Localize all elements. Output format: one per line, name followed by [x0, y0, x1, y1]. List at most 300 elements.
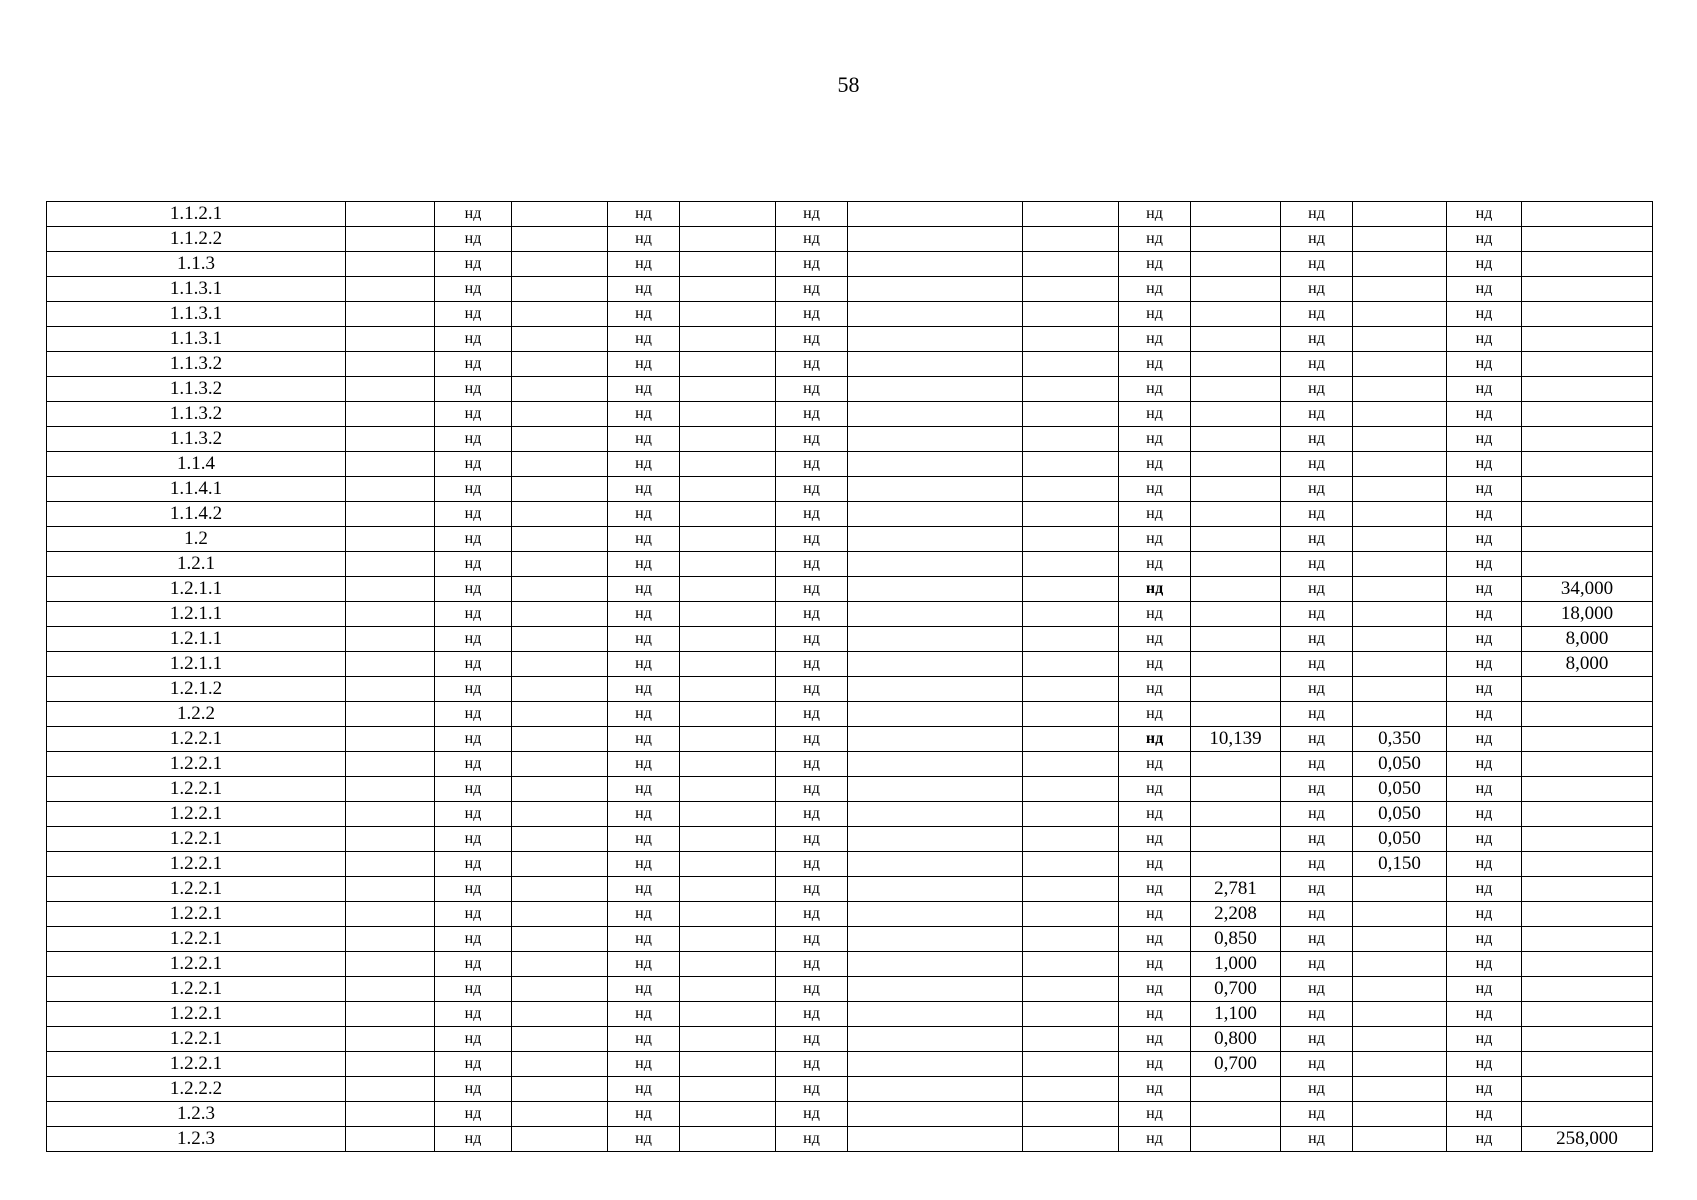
- table-cell: [1023, 252, 1119, 277]
- table-cell: [512, 377, 608, 402]
- table-cell: [1023, 527, 1119, 552]
- table-cell: [512, 227, 608, 252]
- table-row: [47, 552, 1653, 577]
- table-cell: нд: [1447, 652, 1522, 677]
- table-cell: [346, 952, 435, 977]
- table-cell: нд: [435, 827, 512, 852]
- table-cell: нд: [776, 1102, 848, 1127]
- table-cell: нд: [435, 802, 512, 827]
- table-cell: [346, 1002, 435, 1027]
- row-code-cell: 1.2.2: [47, 702, 346, 727]
- table-cell: нд: [1119, 952, 1191, 977]
- table-cell: нд: [608, 327, 680, 352]
- table-cell: [1522, 477, 1653, 502]
- table-row: [47, 327, 1653, 352]
- table-cell: нд: [1119, 852, 1191, 877]
- table-cell: [680, 1077, 776, 1102]
- table-cell: нд: [608, 777, 680, 802]
- table-cell: нд: [435, 427, 512, 452]
- table-row: [47, 377, 1653, 402]
- table-cell: [848, 777, 1023, 802]
- table-cell: [1353, 627, 1447, 652]
- table-cell: [1023, 602, 1119, 627]
- table-row: [47, 477, 1653, 502]
- table-cell: [1191, 452, 1281, 477]
- table-cell: нд: [435, 677, 512, 702]
- table-cell: [1191, 1077, 1281, 1102]
- table-cell: [1353, 902, 1447, 927]
- table-cell: нд: [776, 1027, 848, 1052]
- table-cell: [848, 952, 1023, 977]
- table-cell: [1522, 702, 1653, 727]
- table-cell: [512, 827, 608, 852]
- table-cell: [512, 402, 608, 427]
- table-cell: [1023, 427, 1119, 452]
- table-cell: нд: [435, 477, 512, 502]
- row-code-cell: 1.2.3: [47, 1127, 346, 1152]
- table-cell: [848, 1002, 1023, 1027]
- table-cell: [680, 552, 776, 577]
- table-cell: [1522, 927, 1653, 952]
- table-cell: [1191, 352, 1281, 377]
- table-cell: нд: [435, 552, 512, 577]
- table-cell: [848, 552, 1023, 577]
- table-cell: [512, 852, 608, 877]
- table-row: [47, 727, 1653, 752]
- table-cell: [848, 652, 1023, 677]
- table-cell: нд: [608, 377, 680, 402]
- table-cell: нд: [1447, 452, 1522, 477]
- table-cell: [346, 777, 435, 802]
- table-cell: нд: [776, 902, 848, 927]
- table-cell: нд: [1281, 352, 1353, 377]
- row-code-cell: 1.2.2.1: [47, 802, 346, 827]
- table-cell: [512, 952, 608, 977]
- table-cell: нд: [435, 1002, 512, 1027]
- table-cell: [1353, 277, 1447, 302]
- table-cell: [1522, 227, 1653, 252]
- table-cell: [346, 877, 435, 902]
- table-cell: нд: [1447, 777, 1522, 802]
- table-cell: [512, 327, 608, 352]
- table-cell: нд: [1119, 877, 1191, 902]
- table-cell: нд: [776, 1002, 848, 1027]
- table-cell: нд: [1119, 627, 1191, 652]
- row-code-cell: 1.2.2.1: [47, 1052, 346, 1077]
- row-code-cell: 1.1.3.1: [47, 327, 346, 352]
- table-cell: [512, 1027, 608, 1052]
- table-cell: [680, 302, 776, 327]
- table-cell: нд: [1281, 602, 1353, 627]
- table-cell: нд: [608, 602, 680, 627]
- table-cell: нд: [1447, 302, 1522, 327]
- table-cell: нд: [608, 1052, 680, 1077]
- row-code-cell: 1.2.2.1: [47, 752, 346, 777]
- table-cell: [1191, 402, 1281, 427]
- table-cell: нд: [608, 277, 680, 302]
- table-cell: нд: [776, 352, 848, 377]
- table-row: [47, 252, 1653, 277]
- table-cell: [848, 627, 1023, 652]
- table-cell: нд: [1281, 752, 1353, 777]
- table-cell: нд: [1119, 502, 1191, 527]
- table-cell: [512, 1102, 608, 1127]
- table-cell: [848, 577, 1023, 602]
- table-cell: [1353, 602, 1447, 627]
- table-cell: 0,050: [1353, 752, 1447, 777]
- table-cell: нд: [1447, 727, 1522, 752]
- data-table: [46, 201, 1653, 1152]
- table-cell: нд: [1119, 802, 1191, 827]
- table-cell: нд: [1447, 1027, 1522, 1052]
- table-cell: нд: [776, 552, 848, 577]
- table-cell: [1023, 852, 1119, 877]
- row-code-cell: 1.2: [47, 527, 346, 552]
- table-cell: [512, 677, 608, 702]
- table-cell: [512, 652, 608, 677]
- table-cell: [1353, 227, 1447, 252]
- table-cell: [1023, 1027, 1119, 1052]
- table-row: [47, 352, 1653, 377]
- table-cell: нд: [1119, 1052, 1191, 1077]
- table-cell: [680, 677, 776, 702]
- table-row: [47, 952, 1653, 977]
- table-cell: нд: [608, 627, 680, 652]
- table-cell: 8,000: [1522, 627, 1653, 652]
- table-cell: нд: [776, 527, 848, 552]
- table-cell: [346, 702, 435, 727]
- table-cell: [346, 727, 435, 752]
- table-cell: нд: [608, 452, 680, 477]
- table-cell: [1522, 1102, 1653, 1127]
- table-cell: [346, 377, 435, 402]
- table-cell: 2,781: [1191, 877, 1281, 902]
- table-cell: [1023, 802, 1119, 827]
- table-cell: нд: [435, 377, 512, 402]
- table-cell: [1353, 477, 1447, 502]
- table-cell: [346, 327, 435, 352]
- table-cell: [680, 252, 776, 277]
- table-cell: [1353, 527, 1447, 552]
- table-cell: [1353, 927, 1447, 952]
- table-cell: нд: [776, 252, 848, 277]
- table-cell: [1191, 477, 1281, 502]
- table-cell: [346, 1077, 435, 1102]
- table-cell: [1023, 877, 1119, 902]
- table-cell: [848, 202, 1023, 227]
- table-cell: [1191, 1102, 1281, 1127]
- table-cell: [1191, 577, 1281, 602]
- table-cell: [680, 502, 776, 527]
- table-cell: нд: [435, 852, 512, 877]
- table-cell: 18,000: [1522, 602, 1653, 627]
- table-cell: нд: [1447, 802, 1522, 827]
- table-cell: [1522, 877, 1653, 902]
- table-cell: [1023, 727, 1119, 752]
- table-cell: нд: [608, 527, 680, 552]
- table-cell: [1023, 452, 1119, 477]
- table-cell: [680, 202, 776, 227]
- table-cell: [1353, 977, 1447, 1002]
- table-cell: [346, 552, 435, 577]
- table-cell: нд: [1281, 302, 1353, 327]
- table-row: [47, 502, 1653, 527]
- table-cell: нд: [776, 577, 848, 602]
- table-row: [47, 827, 1653, 852]
- table-cell: [1023, 952, 1119, 977]
- table-cell: нд: [1447, 902, 1522, 927]
- table-cell: [1522, 352, 1653, 377]
- table-cell: [848, 752, 1023, 777]
- table-row: [47, 1127, 1653, 1152]
- table-cell: [346, 902, 435, 927]
- table-cell: [512, 552, 608, 577]
- table-cell: нд: [608, 402, 680, 427]
- table-cell: [1023, 752, 1119, 777]
- table-cell: [346, 677, 435, 702]
- table-cell: нд: [1119, 777, 1191, 802]
- table-cell: [848, 902, 1023, 927]
- table-cell: [848, 1027, 1023, 1052]
- table-cell: [1023, 1052, 1119, 1077]
- table-cell: [1191, 427, 1281, 452]
- table-cell: нд: [608, 827, 680, 852]
- table-cell: нд: [608, 202, 680, 227]
- table-cell: [1353, 427, 1447, 452]
- table-cell: [1522, 727, 1653, 752]
- table-cell: [512, 1127, 608, 1152]
- table-cell: нд: [1281, 652, 1353, 677]
- table-cell: [848, 502, 1023, 527]
- table-cell: нд: [435, 927, 512, 952]
- table-cell: [512, 627, 608, 652]
- table-cell: [848, 677, 1023, 702]
- table-cell: [512, 302, 608, 327]
- table-cell: нд: [1119, 652, 1191, 677]
- table-cell: [680, 352, 776, 377]
- table-cell: нд: [776, 1127, 848, 1152]
- table-cell: [1191, 752, 1281, 777]
- table-cell: [1353, 502, 1447, 527]
- table-cell: 0,050: [1353, 802, 1447, 827]
- table-cell: [346, 252, 435, 277]
- table-cell: нд: [1281, 1102, 1353, 1127]
- table-cell: нд: [776, 677, 848, 702]
- table-cell: нд: [1281, 402, 1353, 427]
- table-cell: [680, 227, 776, 252]
- table-row: [47, 302, 1653, 327]
- row-code-cell: 1.2.1: [47, 552, 346, 577]
- table-cell: [1353, 452, 1447, 477]
- table-cell: [848, 927, 1023, 952]
- row-code-cell: 1.1.4.2: [47, 502, 346, 527]
- table-cell: 0,050: [1353, 777, 1447, 802]
- table-cell: [848, 402, 1023, 427]
- table-cell: [512, 802, 608, 827]
- table-cell: нд: [1281, 577, 1353, 602]
- table-cell: [680, 627, 776, 652]
- table-cell: нд: [1447, 752, 1522, 777]
- table-cell: нд: [435, 527, 512, 552]
- table-cell: нд: [1119, 727, 1191, 752]
- table-cell: нд: [1119, 327, 1191, 352]
- table-cell: нд: [1447, 202, 1522, 227]
- table-cell: [1191, 602, 1281, 627]
- table-cell: нд: [608, 577, 680, 602]
- table-cell: [1191, 827, 1281, 852]
- table-cell: [1522, 952, 1653, 977]
- row-code-cell: 1.2.2.1: [47, 977, 346, 1002]
- table-cell: 0,700: [1191, 977, 1281, 1002]
- table-cell: [680, 477, 776, 502]
- table-cell: [848, 352, 1023, 377]
- row-code-cell: 1.2.2.1: [47, 902, 346, 927]
- table-cell: нд: [1447, 477, 1522, 502]
- table-cell: нд: [1281, 977, 1353, 1002]
- table-cell: [1023, 377, 1119, 402]
- table-row: [47, 852, 1653, 877]
- table-row: [47, 1077, 1653, 1102]
- table-cell: нд: [1281, 452, 1353, 477]
- table-cell: нд: [1447, 702, 1522, 727]
- table-cell: [1191, 227, 1281, 252]
- table-cell: нд: [1119, 1102, 1191, 1127]
- table-cell: [1353, 1077, 1447, 1102]
- table-cell: [1191, 777, 1281, 802]
- table-cell: нд: [1281, 852, 1353, 877]
- table-cell: нд: [1447, 277, 1522, 302]
- table-row: [47, 702, 1653, 727]
- table-cell: нд: [1119, 402, 1191, 427]
- table-cell: нд: [1447, 327, 1522, 352]
- table-cell: нд: [1281, 802, 1353, 827]
- table-cell: нд: [776, 1077, 848, 1102]
- table-cell: нд: [435, 277, 512, 302]
- table-cell: нд: [1281, 527, 1353, 552]
- table-cell: нд: [608, 552, 680, 577]
- table-cell: [848, 877, 1023, 902]
- table-cell: 258,000: [1522, 1127, 1653, 1152]
- table-cell: [1191, 252, 1281, 277]
- table-cell: нд: [608, 952, 680, 977]
- table-cell: нд: [1119, 827, 1191, 852]
- table-cell: [1023, 1077, 1119, 1102]
- table-cell: [848, 702, 1023, 727]
- table-cell: нд: [608, 1102, 680, 1127]
- table-cell: [1191, 327, 1281, 352]
- table-cell: нд: [435, 327, 512, 352]
- table-cell: нд: [608, 877, 680, 902]
- table-cell: [346, 527, 435, 552]
- page-number: 58: [837, 72, 860, 97]
- table-cell: [346, 402, 435, 427]
- table-row: [47, 577, 1653, 602]
- row-code-cell: 1.2.1.1: [47, 602, 346, 627]
- table-cell: нд: [776, 452, 848, 477]
- table-cell: [848, 277, 1023, 302]
- table-cell: нд: [608, 802, 680, 827]
- table-cell: [1353, 202, 1447, 227]
- table-cell: [1353, 377, 1447, 402]
- table-cell: [1353, 302, 1447, 327]
- table-cell: нд: [1119, 902, 1191, 927]
- table-cell: нд: [1281, 1002, 1353, 1027]
- table-cell: [680, 1102, 776, 1127]
- table-cell: нд: [1447, 827, 1522, 852]
- table-cell: 0,350: [1353, 727, 1447, 752]
- table-cell: нд: [1119, 1077, 1191, 1102]
- table-cell: [512, 977, 608, 1002]
- table-cell: нд: [608, 902, 680, 927]
- table-cell: [1191, 652, 1281, 677]
- table-cell: нд: [435, 202, 512, 227]
- row-code-cell: 1.1.3.1: [47, 277, 346, 302]
- table-cell: [680, 402, 776, 427]
- table-cell: нд: [776, 227, 848, 252]
- table-cell: нд: [1281, 427, 1353, 452]
- table-cell: [346, 477, 435, 502]
- table-cell: нд: [608, 1077, 680, 1102]
- table-cell: нд: [435, 302, 512, 327]
- table-cell: нд: [776, 327, 848, 352]
- table-cell: нд: [435, 627, 512, 652]
- table-cell: нд: [1281, 377, 1353, 402]
- table-cell: нд: [1281, 877, 1353, 902]
- table-cell: [512, 702, 608, 727]
- table-cell: нд: [435, 1077, 512, 1102]
- row-code-cell: 1.2.1.2: [47, 677, 346, 702]
- table-cell: нд: [608, 477, 680, 502]
- table-cell: [1353, 877, 1447, 902]
- row-code-cell: 1.2.1.1: [47, 627, 346, 652]
- table-cell: 0,700: [1191, 1052, 1281, 1077]
- table-cell: нд: [1119, 277, 1191, 302]
- table-cell: нд: [435, 252, 512, 277]
- table-cell: 2,208: [1191, 902, 1281, 927]
- table-row: [47, 427, 1653, 452]
- table-cell: нд: [1281, 1052, 1353, 1077]
- table-cell: нд: [1447, 352, 1522, 377]
- table-cell: нд: [776, 502, 848, 527]
- table-cell: нд: [608, 752, 680, 777]
- table-cell: [512, 902, 608, 927]
- table-cell: нд: [1119, 1002, 1191, 1027]
- table-cell: нд: [1119, 702, 1191, 727]
- table-cell: нд: [1281, 1127, 1353, 1152]
- table-cell: нд: [608, 1027, 680, 1052]
- table-cell: [346, 502, 435, 527]
- table-cell: нд: [608, 977, 680, 1002]
- table-cell: [848, 452, 1023, 477]
- table-row: [47, 902, 1653, 927]
- table-cell: [848, 252, 1023, 277]
- table-cell: нд: [1119, 977, 1191, 1002]
- table-cell: нд: [435, 777, 512, 802]
- table-cell: [512, 452, 608, 477]
- table-cell: нд: [776, 977, 848, 1002]
- table-cell: [1191, 302, 1281, 327]
- table-cell: нд: [608, 352, 680, 377]
- table-cell: нд: [776, 627, 848, 652]
- row-code-cell: 1.2.1.1: [47, 652, 346, 677]
- table-cell: нд: [608, 677, 680, 702]
- table-cell: [1023, 327, 1119, 352]
- table-cell: нд: [608, 702, 680, 727]
- table-cell: [346, 202, 435, 227]
- table-row: [47, 602, 1653, 627]
- table-cell: нд: [776, 652, 848, 677]
- table-cell: нд: [776, 877, 848, 902]
